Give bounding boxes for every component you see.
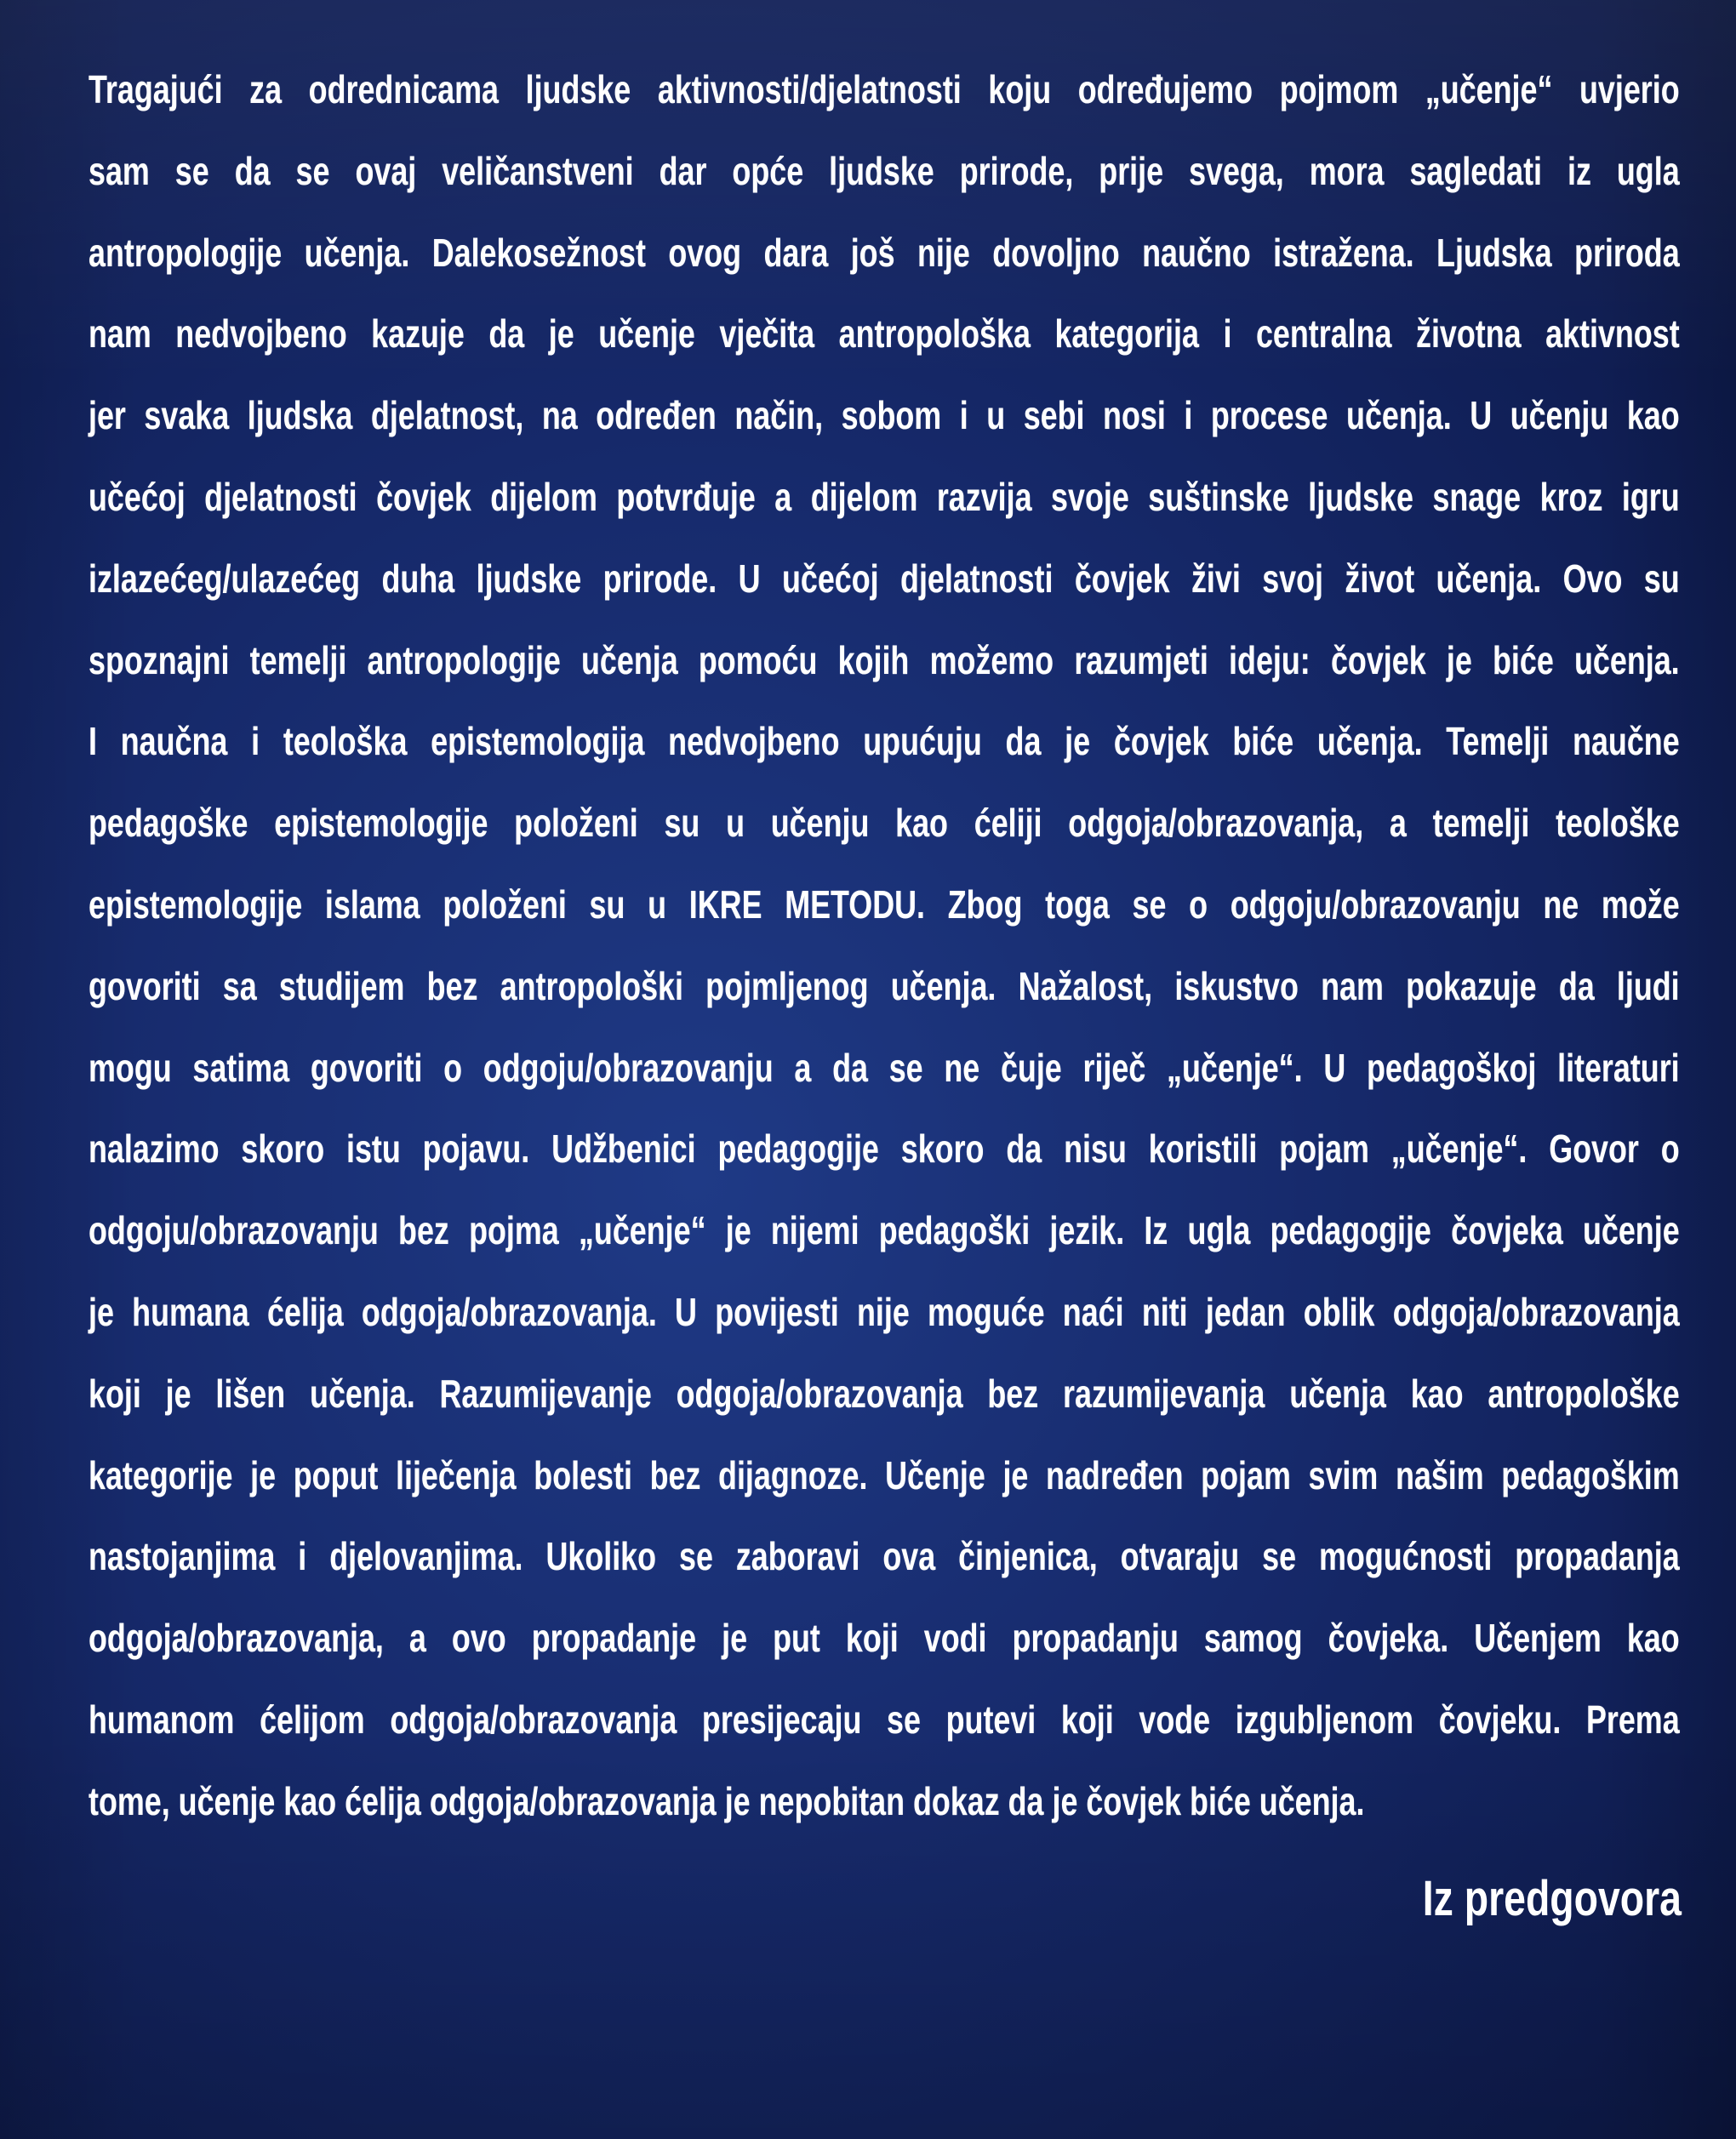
text-line-last: tome, učenje kao ćelija odgoja/obrazovanja je nepobitan dokaz da je čovjek biće učenja. <box>89 1778 1365 1823</box>
text-line: koji je lišen učenja. Razumijevanje odgoja/obrazovanja bez razumijevanja učenja kao antropološke <box>89 1371 1680 1416</box>
text-line: govoriti sa studijem bez antropološki pojmljenog učenja. Nažalost, iskustvo nam pokazuje da ljudi <box>89 963 1680 1008</box>
text-line: odgoja/obrazovanja, a ovo propadanje je put koji vodi propadanju samog čovjeka. Učenjem kao <box>89 1616 1680 1661</box>
text-line: nastojanjima i djelovanjima. Ukoliko se zaboravi ova činjenica, otvaraju se mogućnosti propadanja <box>89 1534 1680 1579</box>
signature-from-preface: Iz predgovora <box>1422 1871 1682 1926</box>
text-line: spoznajni temelji antropologije učenja pomoću kojih možemo razumjeti ideju: čovjek je biće učenja. <box>89 637 1680 682</box>
text-line: humanom ćelijom odgoja/obrazovanja presijecaju se putevi koji vode izgubljenom čovjeku. Prema <box>89 1697 1680 1742</box>
text-line: sam se da se ovaj veličanstveni dar opće ljudske prirode, prije svega, mora sagledati iz ugla <box>89 148 1680 193</box>
text-line: epistemologije islama položeni su u IKRE METODU. Zbog toga se o odgoju/obrazovanju ne može <box>89 881 1680 927</box>
text-line: učećoj djelatnosti čovjek dijelom potvrđuje a dijelom razvija svoje suštinske ljudske snage kroz igru <box>89 474 1680 519</box>
text-line: mogu satima govoriti o odgoju/obrazovanju a da se ne čuje riječ „učenje“. U pedagoškoj literaturi <box>89 1045 1680 1090</box>
text-line: izlazećeg/ulazećeg duha ljudske prirode. U učećoj djelatnosti čovjek živi svoj život učenja. Ovo su <box>89 556 1680 601</box>
text-line: kategorije je poput liječenja bolesti bez dijagnoze. Učenje je nadređen pojam svim našim pedagoškim <box>89 1452 1680 1497</box>
text-line: antropologije učenja. Dalekosežnost ovog dara još nije dovoljno naučno istražena. Ljudska priroda <box>89 230 1680 275</box>
text-line: pedagoške epistemologije položeni su u učenju kao ćeliji odgoja/obrazovanja, a temelji teološke <box>89 801 1680 846</box>
text-line: odgoju/obrazovanju bez pojma „učenje“ je nijemi pedagoški jezik. Iz ugla pedagogije čovjeka učenje <box>89 1208 1680 1253</box>
text-line: nalazimo skoro istu pojavu. Udžbenici pedagogije skoro da nisu koristili pojam „učenje“. Govor o <box>89 1127 1680 1172</box>
text-line: je humana ćelija odgoja/obrazovanja. U povijesti nije moguće naći niti jedan oblik odgoja/obrazovanja <box>89 1289 1680 1334</box>
preface-excerpt <box>89 49 1680 1843</box>
text-line: jer svaka ljudska djelatnost, na određen način, sobom i u sebi nosi i procese učenja. U učenju kao <box>89 393 1680 438</box>
text-line: nam nedvojbeno kazuje da je učenje vječita antropološka kategorija i centralna životna aktivnost <box>89 311 1680 356</box>
text-line: Tragajući za odrednicama ljudske aktivnosti/djelatnosti koju određujemo pojmom „učenje“ uvjerio <box>89 67 1680 111</box>
text-line: I naučna i teološka epistemologija nedvojbeno upućuju da je čovjek biće učenja. Temelji naučne <box>89 719 1680 764</box>
